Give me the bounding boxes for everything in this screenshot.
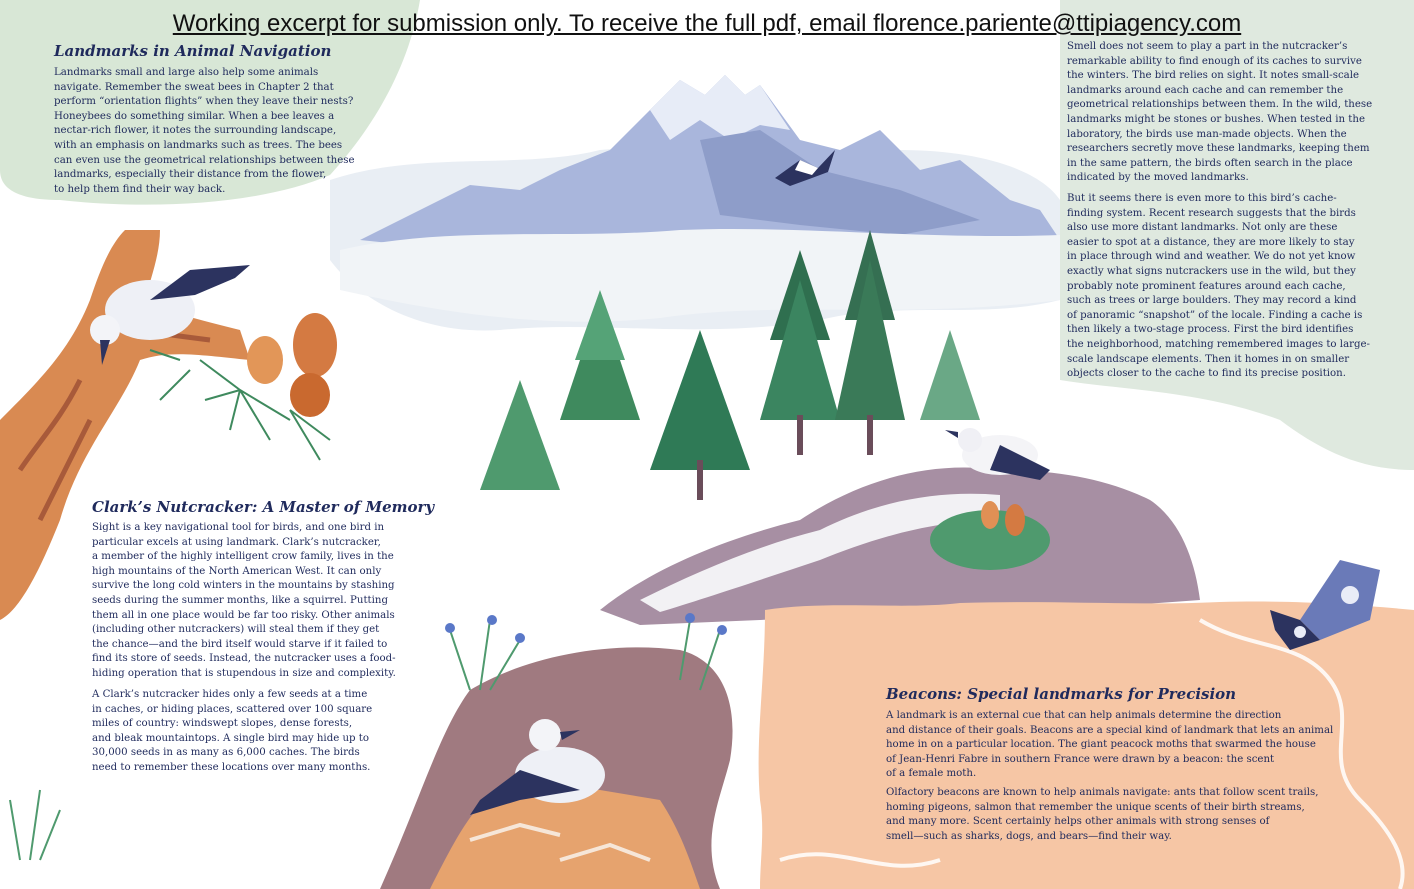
tree-trunk — [697, 460, 703, 500]
nutcracker-paragraph-1: Sight is a key navigational tool for birds, and one bird in particular excels at using landmark. Clark’s nutcracker, a member of the highly intelligent crow family, lives in the high mountains of the North American West. It can only survive the long cold winters in the mountains by stashing seeds during the summer months, like a squirrel. Putting them all in one place would be far too risky. Other animals (including other nutcrackers) will steal them if they get the chance—and the bird itself would starve if it failed to find its store of seeds. Instead, the nutcracker uses a food- hiding operation that is stupendous in size and complexity. — [92, 522, 396, 679]
cache-system-paragraph: But it seems there is even more to this bird’s cache- finding system. Recent research suggests that the birds also use more distant landmarks. Not only are these easier to spot at a distance, they are more likely to stay in place through wind and weather. We do not yet know exactly what signs nutcrackers use in the wild, but they probably note prominent features around each cache, such as trees or large boulders. They may record a kind of panoramic “snapshot” of the locale. Finding a cache is then likely a two-stage process. First the bird identifies the neighborhood, matching remembered images to large- scale landscape elements. Then it homes in on smaller objects closer to the cache to find its precise position. — [1067, 193, 1371, 380]
smell-paragraph: Smell does not seem to play a part in the nutcracker’s remarkable ability to find enough of its caches to survive the winters. The bird relies on sight. It notes small-scale landmarks around each cache and can remember the geometrical relationships between them. In the wild, these landmarks might be stones or bushes. When tested in the laboratory, the birds use man-made objects. When the researchers secretly move these landmarks, keeping them in the same pattern, the birds often search in the place indicated by the moved landmarks. — [1067, 41, 1373, 184]
beacons-paragraph-2: Olfactory beacons are known to help animals navigate: ants that follow scent trails, homing pigeons, salmon that remember the unique scents of their birth streams, and many more. Scent certainly helps other animals with strong senses of smell—such as sharks, dogs, and bears—find their way. — [886, 787, 1319, 842]
nutcracker-paragraph-2: A Clark’s nutcracker hides only a few seeds at a time in caches, or hiding places, scattered over 100 square miles of country: windswept slopes, dense forests, and bleak mountaintops. A single bird may hide up to 30,000 seeds in as many as 6,000 caches. The birds need to remember these locations over many months. — [92, 689, 373, 773]
landmarks-heading: Landmarks in Animal Navigation — [54, 42, 332, 60]
tree-trunk — [797, 415, 803, 455]
nutcracker-heading: Clark’s Nutcracker: A Master of Memory — [92, 498, 435, 516]
landmarks-paragraph: Landmarks small and large also help some animals navigate. Remember the sweat bees in Chapter 2 that perform “orientation flights” when they leave their nests? Honeybees do something similar. When a bee leaves a nectar-rich flower, it notes the surrounding landscape, with an emphasis on landmarks such as trees. The bees can even use the geometrical relationships between these landmarks, especially their distance from the flower, to help them find their way back. — [54, 67, 355, 195]
tree-trunk — [867, 415, 873, 455]
mist — [340, 229, 1060, 322]
watermark-banner: Working excerpt for submission only. To receive the full pdf, email florence.pariente@ttipiagency.com — [172, 10, 1242, 37]
beacons-heading: Beacons: Special landmarks for Precision — [886, 685, 1237, 703]
beacons-paragraph-1: A landmark is an external cue that can help animals determine the direction and distance of their goals. Beacons are a special kind of landmark that lets an animal home in on a particular location. The giant peacock moths that swarmed the house of Jean-Henri Fabre in southern France were drawn by a beacon: the scent of a female moth. — [886, 710, 1334, 780]
